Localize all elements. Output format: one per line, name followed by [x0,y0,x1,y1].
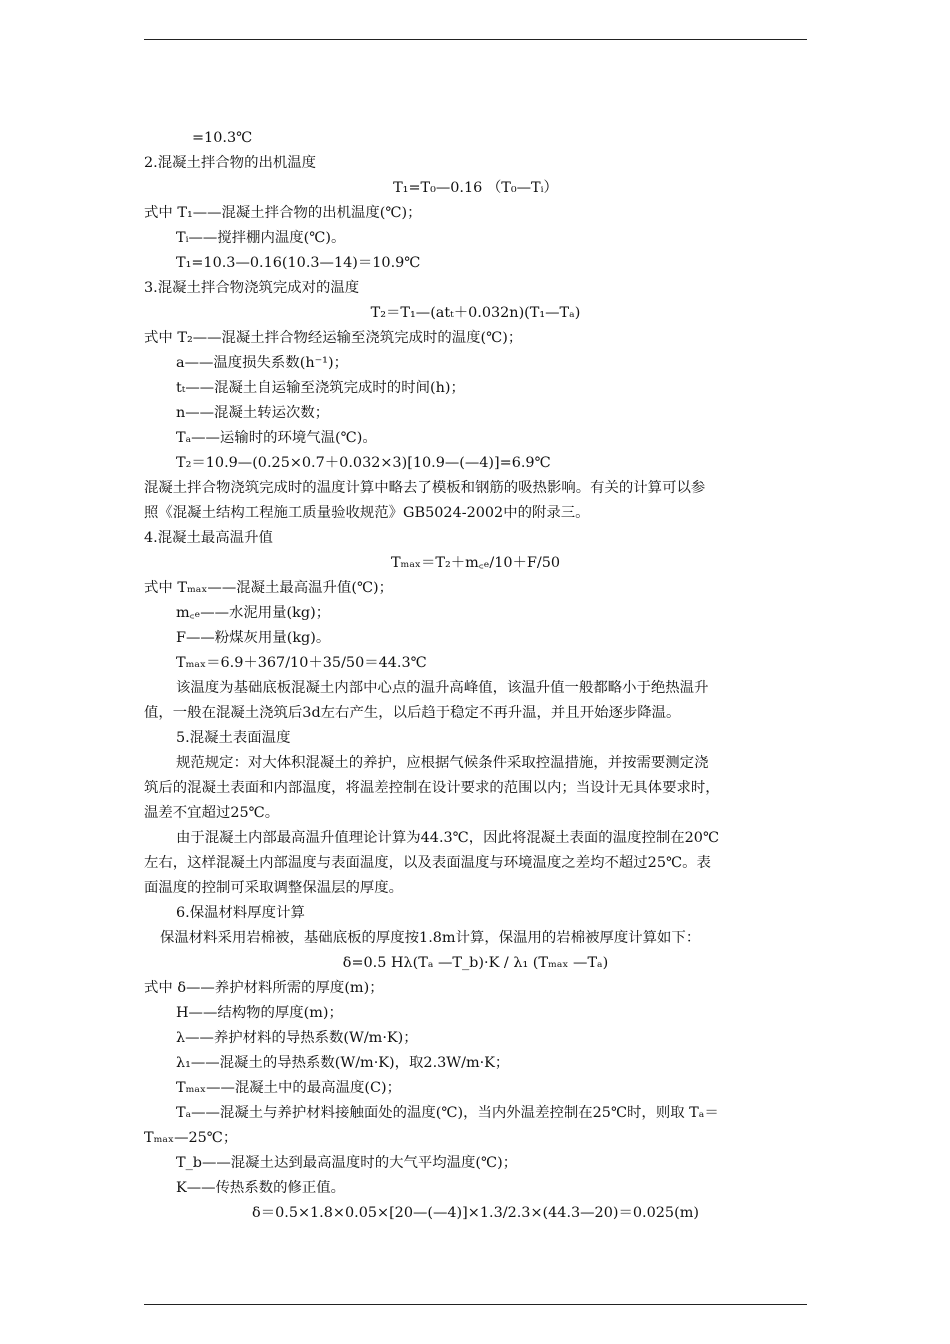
definition-line: 式中 T₂——混凝土拌合物经运输至浇筑完成时的温度(℃)； [144,330,523,346]
paragraph-line: 混凝土拌合物浇筑完成时的温度计算中略去了模板和钢筋的吸热影响。有关的计算可以参 [144,480,706,496]
definition-line: T_b——混凝土达到最高温度时的大气平均温度(℃)； [176,1155,518,1171]
section-heading-3: 3.混凝土拌合物浇筑完成对的温度 [144,280,360,296]
definition-line: λ₁——混凝土的导热系数(W/m·K)，取2.3W/m·K； [176,1055,510,1071]
definition-line: m꜀ₑ——水泥用量(kg)； [176,605,331,621]
header-rule [144,39,807,40]
definition-line: λ——养护材料的导热系数(W/m·K)； [176,1030,418,1046]
paragraph-line: 由于混凝土内部最高温升值理论计算为44.3℃，因此将混凝土表面的温度控制在20℃ [176,830,720,846]
section-heading-2: 2.混凝土拌合物的出机温度 [144,155,317,171]
section-heading-4: 4.混凝土最高温升值 [144,530,273,546]
definition-line: tₜ——混凝土自运输至浇筑完成时的时间(h)； [176,380,465,396]
paragraph-line: 左右，这样混凝土内部温度与表面温度，以及表面温度与环境温度之差均不超过25℃。表 [144,855,711,871]
definition-line: H——结构物的厚度(m)； [176,1005,343,1021]
definition-line: Tₐ——运输时的环境气温(℃)。 [176,430,377,446]
paragraph-line: 保温材料采用岩棉被，基础底板的厚度按1.8m计算，保温用的岩棉被厚度计算如下： [160,930,701,946]
definition-line: Tₐ——混凝土与养护材料接触面处的温度(℃)，当内外温差控制在25℃时，则取 Tₐ＝ [176,1105,719,1121]
paragraph-line: 该温度为基础底板混凝土内部中心点的温升高峰值，该温升值一般都略小于绝热温升 [176,680,709,696]
definition-line: 式中 δ——养护材料所需的厚度(m)； [144,980,384,996]
calculation-line: T₁=10.3—0.16(10.3—14)＝10.9℃ [176,255,421,271]
definition-line: Tᵢ——搅拌棚内温度(℃)。 [176,230,346,246]
formula-max-temperature: Tₘₐₓ＝T₂＋m꜀ₑ/10＋F/50 [390,555,561,571]
paragraph-line: 温差不宜超过25℃。 [144,805,280,821]
paragraph-line: 规范规定：对大体积混凝土的养护，应根据气候条件采取控温措施，并按需要测定浇 [176,755,709,771]
formula-pour-temperature: T₂＝T₁—(atₜ＋0.032n)(T₁—Tₐ) [370,305,581,321]
section-heading-6: 6.保温材料厚度计算 [176,905,305,921]
definition-line: 式中 Tₘₐₓ——混凝土最高温升值(℃)； [144,580,394,596]
calculation-line: T₂＝10.9—(0.25×0.7＋0.032×3)[10.9—(—4)]=6.9℃ [176,455,551,471]
footer-rule [144,1304,807,1305]
section-heading-5: 5.混凝土表面温度 [176,730,291,746]
calculation-line: Tₘₐₓ＝6.9＋367/10＋35/50＝44.3℃ [176,655,427,671]
formula-insulation-thickness: δ=0.5 Hλ(Tₐ —T_b)·K / λ₁ (Tₘₐₓ —Tₐ) [342,955,609,971]
definition-line: Tₘₐₓ——混凝土中的最高温度(C)； [176,1080,402,1096]
definition-line: n——混凝土转运次数； [176,405,330,421]
formula-outlet-temperature: T₁=T₀—0.16 （T₀—Tᵢ） [393,180,558,196]
paragraph-line: 面温度的控制可采取调整保温层的厚度。 [144,880,404,896]
calculation-line: δ＝0.5×1.8×0.05×[20—(—4)]×1.3/2.3×(44.3—20)＝0.025(m) [252,1205,699,1221]
paragraph-line: 照《混凝土结构工程施工质量验收规范》GB5024-2002中的附录三。 [144,505,590,521]
definition-line: a——温度损失系数(h⁻¹)； [176,355,348,371]
result-line: =10.3℃ [192,130,253,146]
paragraph-line: 值，一般在混凝土浇筑后3d左右产生，以后趋于稳定不再升温，并且开始逐步降温。 [144,705,681,721]
definition-line: F——粉煤灰用量(kg)。 [176,630,331,646]
paragraph-line: 筑后的混凝土表面和内部温度，将温差控制在设计要求的范围以内；当设计无具体要求时， [144,780,720,796]
definition-line: 式中 T₁——混凝土拌合物的出机温度(℃)； [144,205,422,221]
definition-line: Tₘₐₓ—25℃； [144,1130,238,1146]
definition-line: K——传热系数的修正值。 [176,1180,346,1196]
